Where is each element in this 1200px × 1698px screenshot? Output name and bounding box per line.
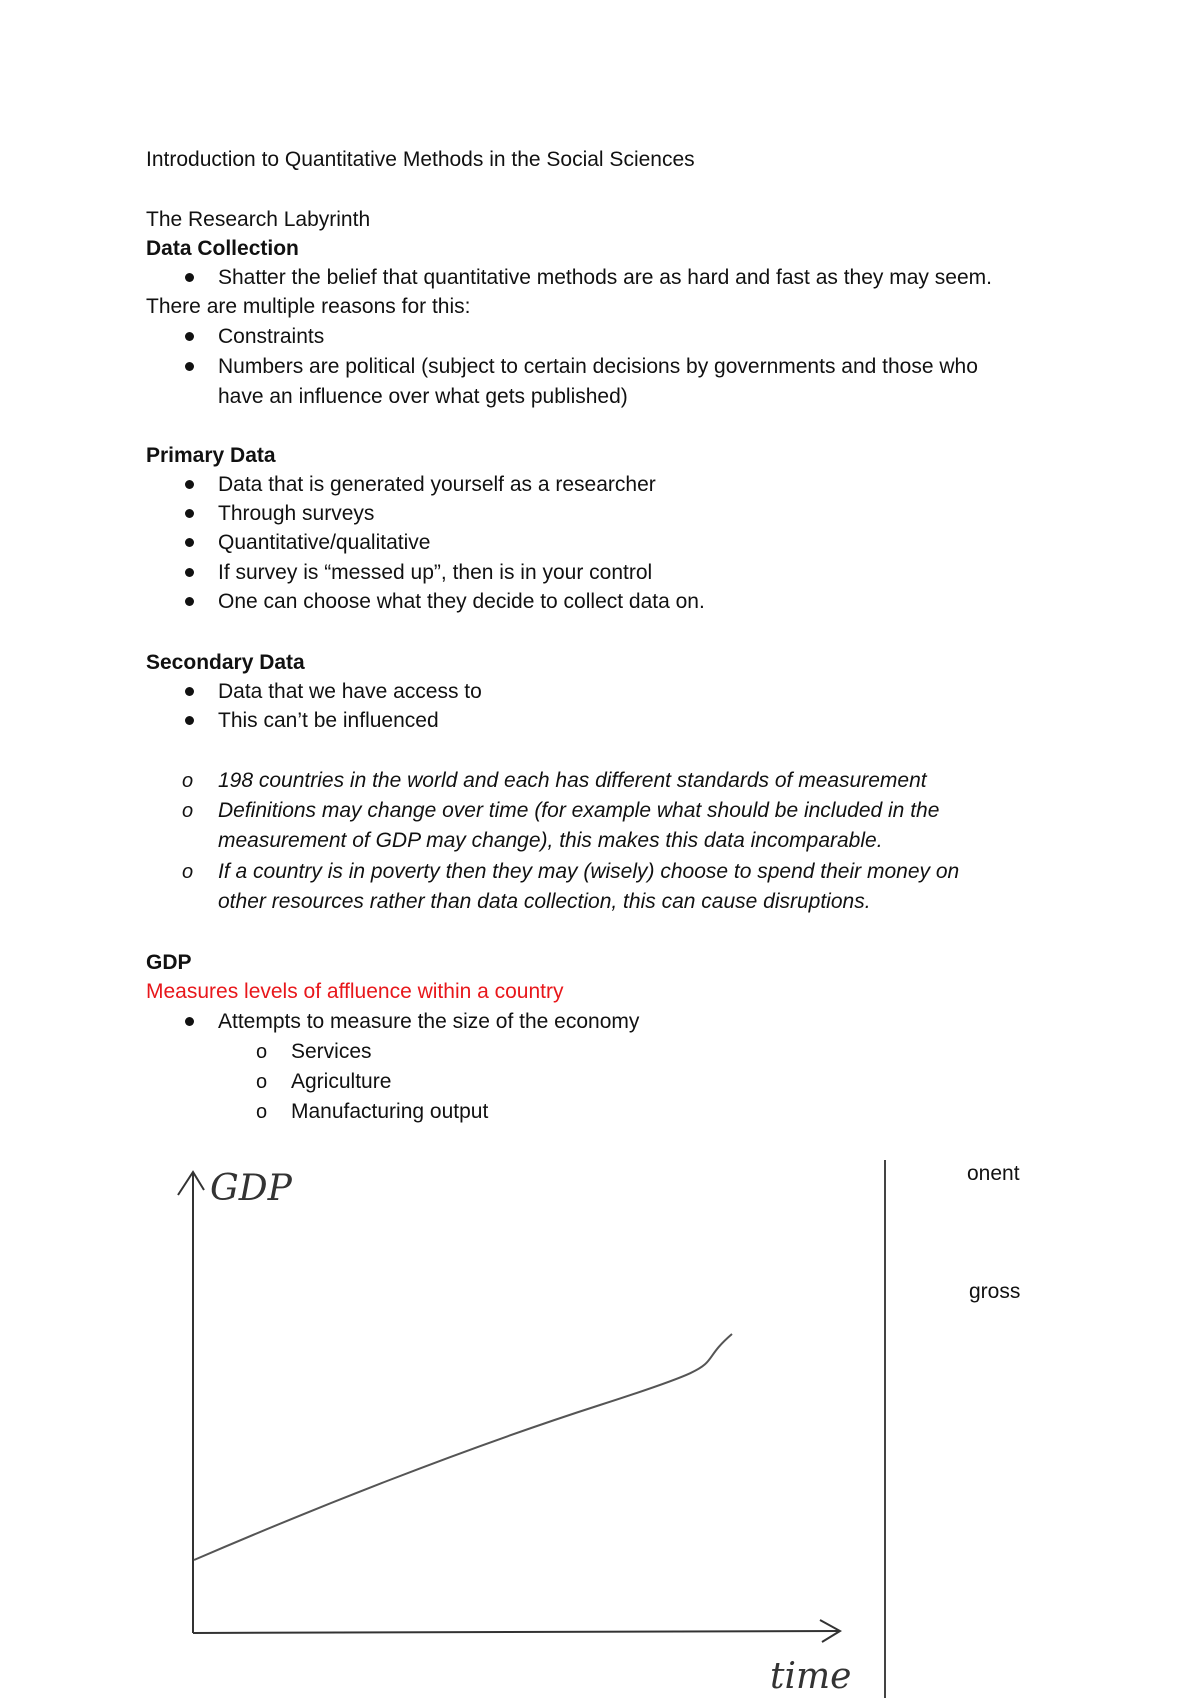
bullet-icon xyxy=(185,1017,194,1026)
reason-item-continued: have an influence over what gets published) xyxy=(218,385,628,408)
gdp-sub-item: Manufacturing output xyxy=(291,1100,489,1123)
page-edge-line xyxy=(884,1160,886,1698)
primary-item: Quantitative/qualitative xyxy=(218,531,431,554)
secondary-sub-item-continued: other resources rather than data collection, this can cause disruptions. xyxy=(218,890,871,913)
bullet-icon xyxy=(185,362,194,371)
y-axis-label: GDP xyxy=(210,1168,292,1209)
primary-item: If survey is “messed up”, then is in your control xyxy=(218,561,653,584)
bullet-icon xyxy=(185,538,194,547)
bullet-icon xyxy=(185,273,194,282)
gdp-sub-item: Agriculture xyxy=(291,1070,392,1093)
y-axis-arrow-icon xyxy=(178,1172,204,1195)
x-axis xyxy=(193,1631,840,1633)
bullet-icon xyxy=(185,716,194,725)
gdp-definition: Measures levels of affluence within a country xyxy=(146,980,564,1003)
gdp-sketch-diagram xyxy=(160,1150,920,1698)
circle-bullet-icon: o xyxy=(182,800,194,822)
circle-bullet-icon: o xyxy=(256,1071,268,1093)
primary-data-heading: Primary Data xyxy=(146,444,276,467)
data-collection-bullet: Shatter the belief that quantitative methods are as hard and fast as they may seem. xyxy=(218,266,992,289)
bullet-icon xyxy=(185,597,194,606)
gdp-bullet: Attempts to measure the size of the economy xyxy=(218,1010,640,1033)
circle-bullet-icon: o xyxy=(182,861,194,883)
primary-item: Data that is generated yourself as a researcher xyxy=(218,473,656,496)
secondary-sub-item-continued: measurement of GDP may change), this makes this data incomparable. xyxy=(218,829,883,852)
bullet-icon xyxy=(185,568,194,577)
gdp-sub-item: Services xyxy=(291,1040,372,1063)
cropped-text: onent xyxy=(967,1162,1020,1185)
primary-item: Through surveys xyxy=(218,502,375,525)
gdp-trend-line xyxy=(194,1334,732,1560)
circle-bullet-icon: o xyxy=(256,1101,268,1123)
data-collection-heading: Data Collection xyxy=(146,237,299,260)
reason-item: Constraints xyxy=(218,325,325,348)
bullet-icon xyxy=(185,687,194,696)
secondary-sub-item: Definitions may change over time (for example what should be included in the xyxy=(218,799,940,822)
bullet-icon xyxy=(185,332,194,341)
gdp-heading: GDP xyxy=(146,951,192,974)
circle-bullet-icon: o xyxy=(182,770,194,792)
x-axis-label: time xyxy=(770,1656,852,1697)
reasons-intro: There are multiple reasons for this: xyxy=(146,295,471,318)
bullet-icon xyxy=(185,509,194,518)
secondary-item: This can’t be influenced xyxy=(218,709,439,732)
section-title: The Research Labyrinth xyxy=(146,208,371,231)
secondary-sub-item: 198 countries in the world and each has different standards of measurement xyxy=(218,769,927,792)
secondary-item: Data that we have access to xyxy=(218,680,482,703)
primary-item: One can choose what they decide to collect data on. xyxy=(218,590,705,613)
document-title: Introduction to Quantitative Methods in the Social Sciences xyxy=(146,148,695,171)
bullet-icon xyxy=(185,480,194,489)
secondary-data-heading: Secondary Data xyxy=(146,651,305,674)
circle-bullet-icon: o xyxy=(256,1041,268,1063)
cropped-text: gross xyxy=(969,1280,1021,1303)
reason-item: Numbers are political (subject to certain decisions by governments and those who xyxy=(218,355,978,378)
secondary-sub-item: If a country is in poverty then they may (wisely) choose to spend their money on xyxy=(218,860,960,883)
